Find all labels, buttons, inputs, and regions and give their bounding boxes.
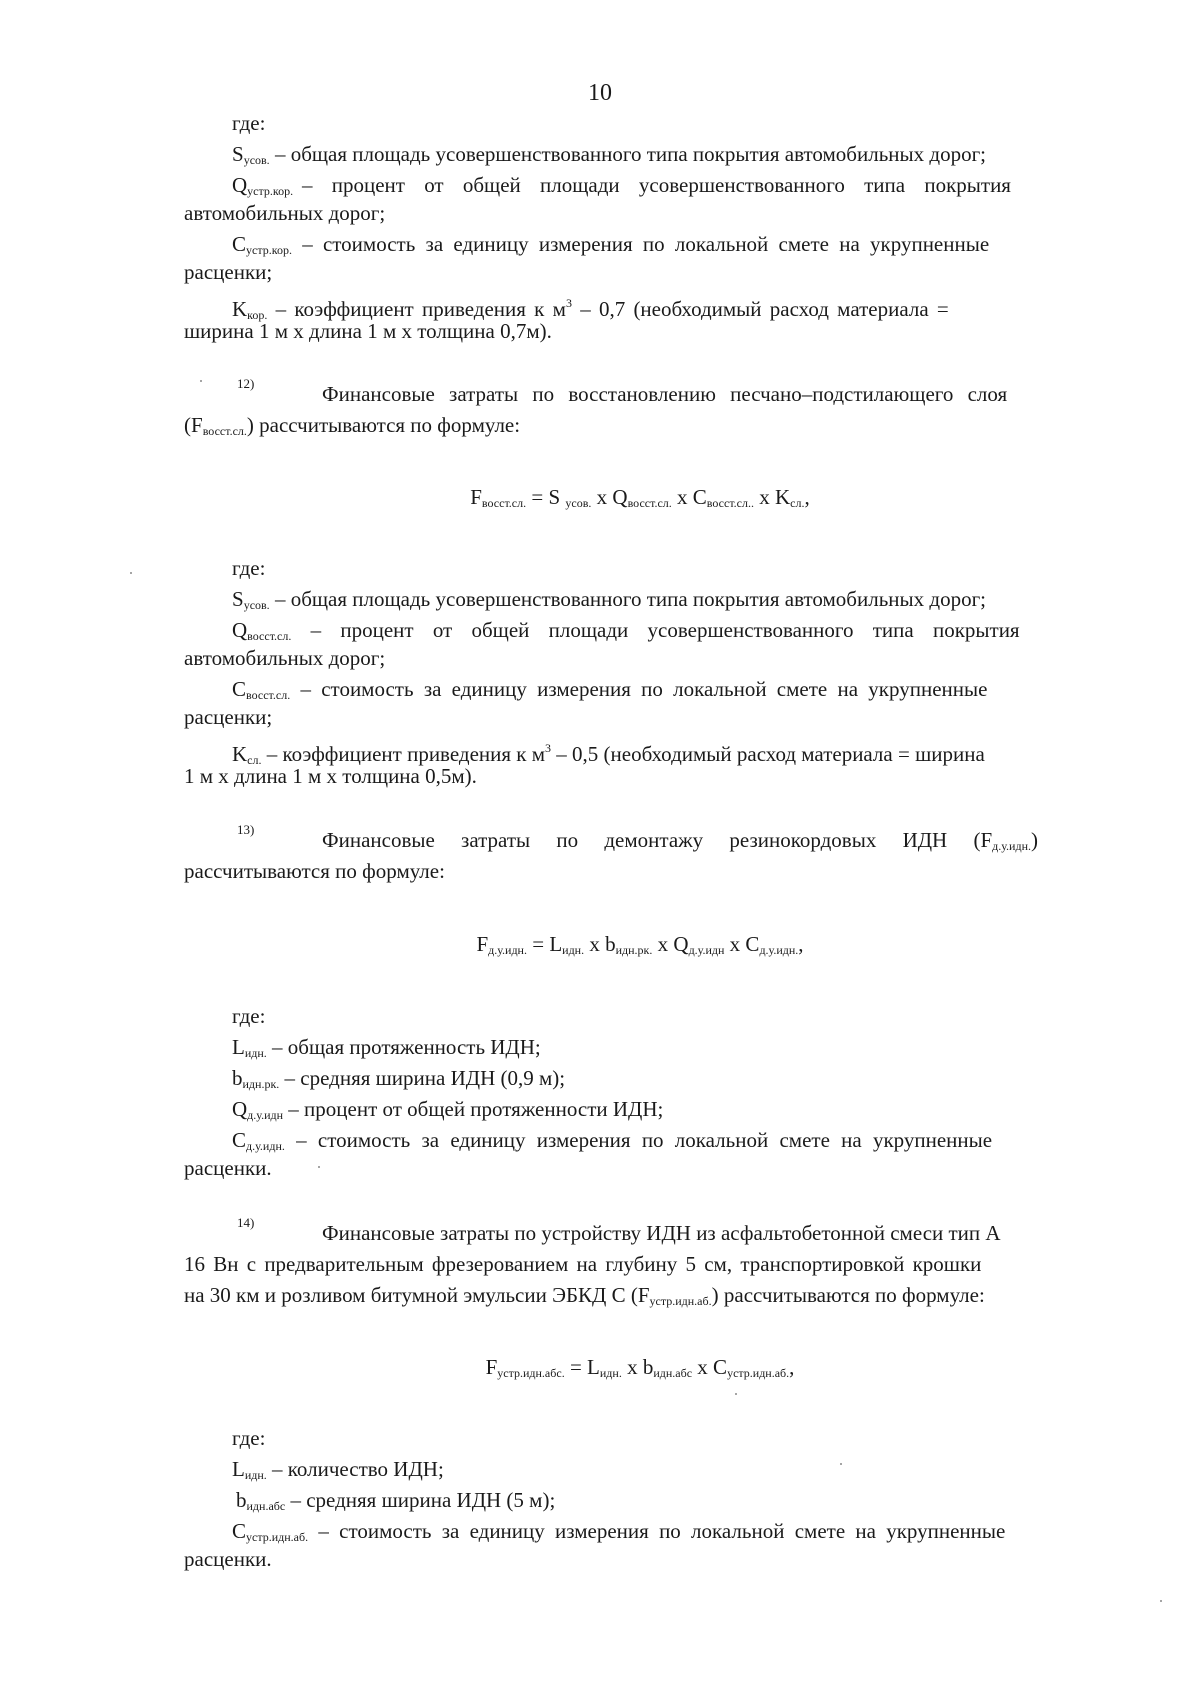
scan-speck	[840, 1463, 842, 1465]
def-q-ustr-kor: $Q_{устр.кор.}$ – процент от общей площади усовершенствованного типа покрытия	[232, 172, 1122, 204]
formula-13: $F_{д.у.идн.} = L_{идн.}$ x $b_{идн.рк.}$ x $Q_{д.у.идн}$ x $C_{д.у.идн.}$,	[476, 932, 804, 957]
def-c-vosst-sl-cont: расценки;	[184, 705, 273, 729]
def-s-usov-2: $S_{усов.}$ – общая площадь усовершенствованного типа покрытия автомобильных дорог;	[232, 587, 987, 612]
def-b-idn-rk: $b_{идн.рк.}$ – средняя ширина ИДН (0,9 м);	[232, 1066, 566, 1091]
item-marker-12: 12)	[237, 376, 255, 391]
scan-speck	[735, 1393, 737, 1395]
def-s-usov: $S_{усов.}$ – общая площадь усовершенствованного типа покрытия автомобильных дорог;	[232, 142, 987, 167]
scan-speck	[200, 380, 202, 382]
item-marker-13: 13)	[237, 822, 255, 837]
def-k-kor-cont: ширина 1 м х длина 1 м х толщина 0,7м).	[184, 319, 552, 343]
item-14-text-cont-2: на 30 км и розливом битумной эмульсии ЭБКД С $(F_{устр.идн.аб.})$ рассчитываются по формуле:	[184, 1283, 985, 1308]
def-l-idn-2: $L_{идн.}$ – количество ИДН;	[232, 1457, 444, 1482]
def-k-kor: $K_{кор.}$ – коэффициент приведения к $м^3 - 0,7$ (необходимый расход материала =	[232, 296, 949, 322]
def-b-idn-abs: $b_{идн.абс}$ – средняя ширина ИДН (5 м);	[236, 1488, 556, 1513]
item-12-text-cont: $(F_{восст.сл.})$ рассчитываются по формуле:	[184, 413, 521, 438]
where-label: где:	[232, 556, 266, 580]
def-q-ustr-kor-cont: автомобильных дорог;	[184, 201, 386, 225]
where-label: где:	[232, 1004, 266, 1028]
def-c-ustr-idn-ab: $C_{устр.идн.аб.}$ – стоимость за единицу измерения по локальной смете на укрупненные	[232, 1519, 1006, 1544]
page-number: 10	[588, 80, 612, 106]
def-c-vosst-sl: $C_{восст.сл.}$ – стоимость за единицу измерения по локальной смете на укрупненные	[232, 677, 988, 702]
item-14-text: Финансовые затраты по устройству ИДН из асфальтобетонной смеси тип А	[322, 1221, 1001, 1245]
item-marker-14: 14)	[237, 1215, 255, 1230]
def-c-du-idn: $C_{д.у.идн.}$ – стоимость за единицу измерения по локальной смете на укрупненные	[232, 1128, 993, 1153]
def-l-idn: $L_{идн.}$ – общая протяженность ИДН;	[232, 1035, 541, 1060]
def-q-du-idn: $Q_{д.у.идн}$ – процент от общей протяженности ИДН;	[232, 1097, 664, 1122]
scan-speck	[318, 1166, 320, 1168]
formula-14: $F_{устр.идн.абс.} = L_{идн.}$ x $b_{идн.абс}$ x $C_{устр.идн.аб.}$,	[485, 1355, 795, 1380]
def-c-ustr-kor-cont: расценки;	[184, 260, 273, 284]
item-14-text-cont-1: 16 Вн с предварительным фрезерованием на глубину 5 см, транспортировкой крошки	[184, 1252, 982, 1276]
def-q-vosst-sl: $Q_{восст.сл.}$ – процент от общей площади усовершенствованного типа покрытия	[232, 618, 1020, 643]
def-c-ustr-idn-ab-cont: расценки.	[184, 1547, 272, 1571]
where-label: где:	[232, 1426, 266, 1450]
def-k-sl: $K_{сл.}$ – коэффициент приведения к $м^3 - 0,5$ (необходимый расход материала = ширина	[232, 741, 985, 767]
def-q-vosst-sl-cont: автомобильных дорог;	[184, 646, 386, 670]
def-c-du-idn-cont: расценки.	[184, 1156, 272, 1180]
scan-speck	[1160, 1600, 1162, 1602]
item-13-text-cont: рассчитываются по формуле:	[184, 859, 445, 883]
item-12-text: Финансовые затраты по восстановлению песчано–подстилающего слоя	[322, 382, 1008, 406]
where-label: где:	[232, 111, 266, 135]
item-13-text: Финансовые затраты по демонтажу резинокордовых ИДН $(F_{д.у.идн.})$	[322, 828, 1039, 853]
scan-speck	[130, 572, 132, 574]
q-kor-def-text: – процент от общей площади усовершенствованного типа покрытия	[302, 173, 1011, 197]
formula-12: $F_{восст.сл.} = S$ $_{усов.}$ x $Q_{восст.сл.}$ x $C_{восст.сл..}$ x $K_{сл.}$,	[470, 485, 810, 510]
def-c-ustr-kor: $C_{устр.кор.}$ – стоимость за единицу измерения по локальной смете на укрупненные	[232, 232, 990, 257]
def-k-sl-cont: 1 м х длина 1 м х толщина 0,5м).	[184, 764, 477, 788]
